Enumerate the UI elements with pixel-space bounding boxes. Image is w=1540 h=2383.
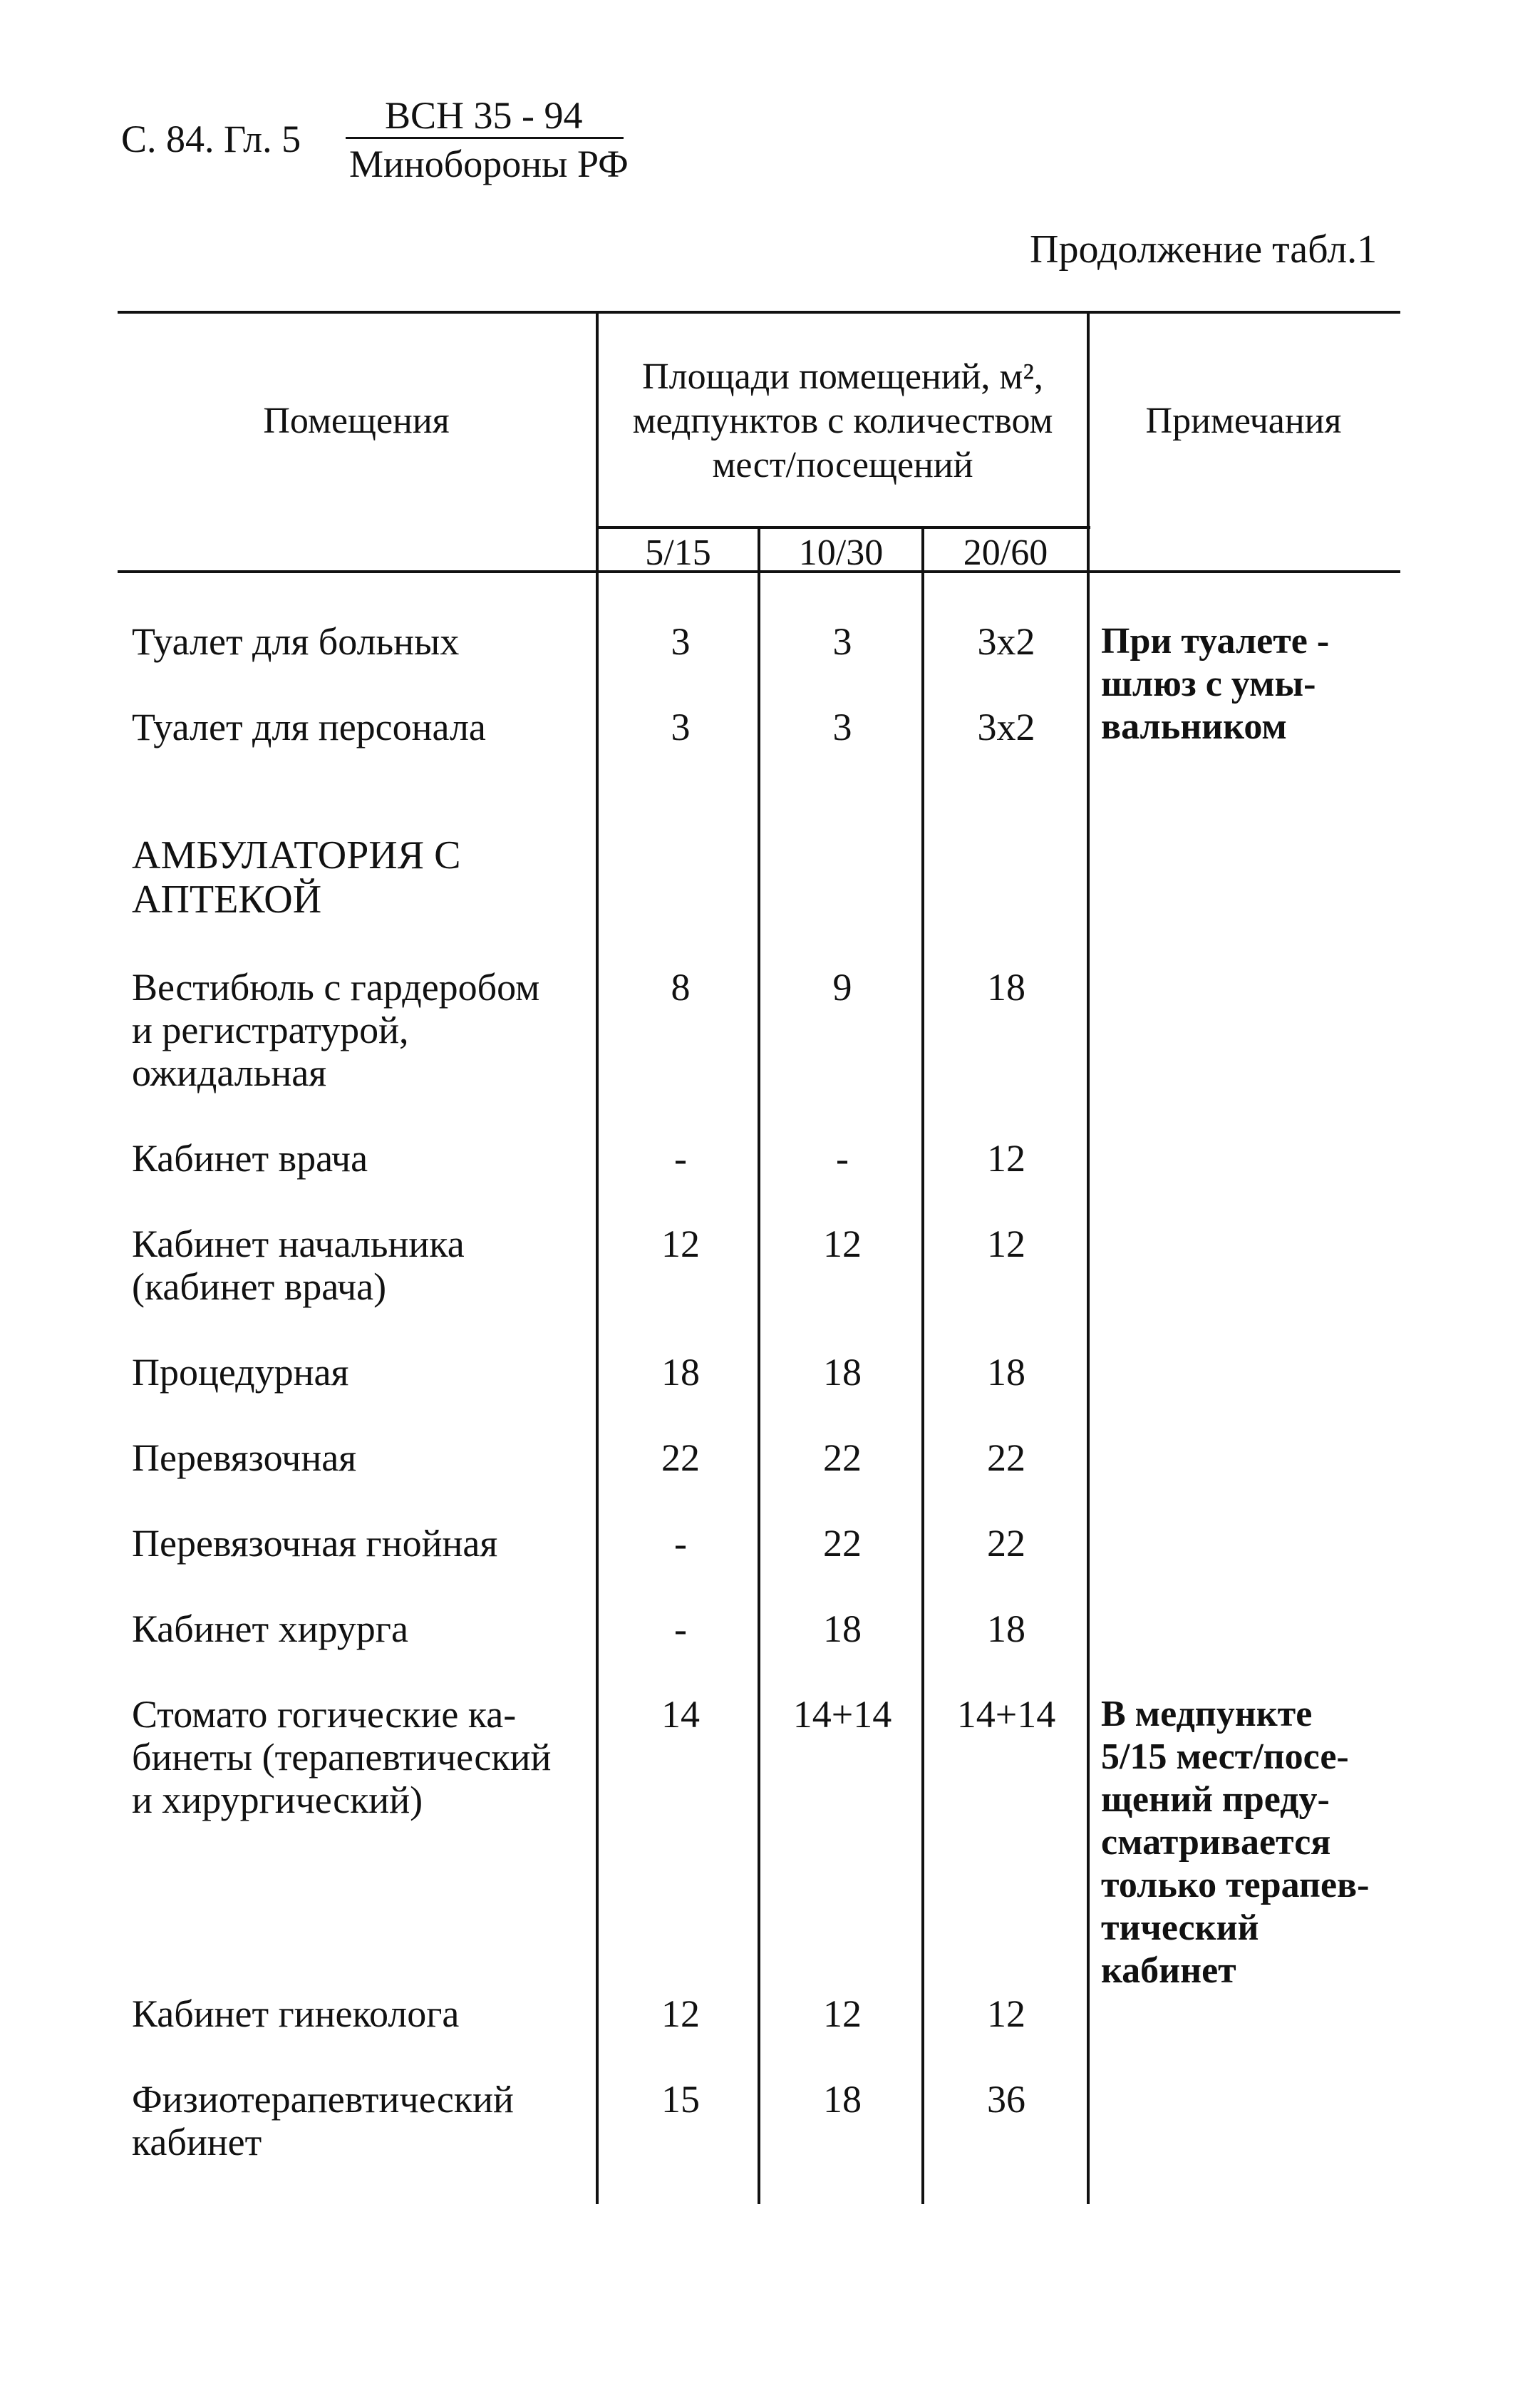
- note-dental-line3: щений преду-: [1101, 1779, 1330, 1820]
- value-10-30: 12: [823, 1223, 862, 1265]
- note-dental-line7: кабинет: [1101, 1950, 1236, 1991]
- value-10-30: 18: [823, 1351, 862, 1394]
- value-20-60: 18: [987, 1607, 1025, 1650]
- room-name: кабинет: [132, 2121, 262, 2163]
- room-name: Кабинет гинеколога: [132, 1992, 460, 2035]
- subheader-rule: [597, 526, 1090, 529]
- value-10-30: 18: [823, 1607, 862, 1650]
- value-10-30: 22: [823, 1522, 862, 1565]
- table-top-border: [118, 311, 1400, 314]
- page-reference: С. 84. Гл. 5: [121, 118, 301, 160]
- room-name: Кабинет начальника: [132, 1223, 465, 1265]
- value-10-30: 3: [832, 706, 852, 748]
- column-header-area-line2: медпунктов с количеством: [632, 401, 1053, 441]
- room-name: Перевязочная: [132, 1436, 357, 1479]
- value-10-30: 18: [823, 2078, 862, 2121]
- column-header-area-line3: мест/посещений: [712, 445, 973, 485]
- header-fraction-line: [346, 137, 624, 139]
- room-name: Физиотерапевтический: [132, 2078, 514, 2121]
- value-20-60: 3x2: [977, 706, 1035, 748]
- note-toilet-line1: При туалете -: [1101, 621, 1330, 662]
- table-continuation-label: Продолжение табл.1: [1030, 227, 1378, 272]
- value-20-60: 18: [987, 1351, 1025, 1394]
- room-name: Туалет для больных: [132, 620, 460, 663]
- value-10-30: 3: [832, 620, 852, 663]
- value-5-15: -: [674, 1607, 687, 1650]
- note-dental-line5: только терапев-: [1101, 1865, 1370, 1905]
- value-5-15: 14: [661, 1693, 700, 1736]
- document-code: ВСН 35 - 94: [385, 94, 583, 137]
- value-5-15: -: [674, 1137, 687, 1180]
- note-dental-line2: 5/15 мест/посе-: [1101, 1736, 1349, 1777]
- note-dental-line1: В медпункте: [1101, 1694, 1313, 1734]
- value-5-15: 15: [661, 2078, 700, 2121]
- subcolumn-10-30: 10/30: [798, 532, 884, 573]
- value-5-15: 8: [671, 966, 691, 1009]
- value-20-60: 36: [987, 2078, 1025, 2121]
- note-dental-line6: тический: [1101, 1908, 1259, 1948]
- section-heading: АМБУЛАТОРИЯ С: [132, 833, 461, 877]
- value-5-15: 18: [661, 1351, 700, 1394]
- room-name: бинеты (терапевтический: [132, 1736, 552, 1779]
- room-name: Кабинет хирурга: [132, 1607, 408, 1650]
- value-5-15: 3: [671, 620, 691, 663]
- value-20-60: 22: [987, 1436, 1025, 1479]
- value-5-15: 22: [661, 1436, 700, 1479]
- value-10-30: 12: [823, 1992, 862, 2035]
- value-20-60: 12: [987, 1223, 1025, 1265]
- room-name: ожидальная: [132, 1051, 327, 1094]
- room-name: Кабинет врача: [132, 1137, 368, 1180]
- room-name: и хирургический): [132, 1779, 423, 1821]
- room-name: и регистратурой,: [132, 1009, 409, 1051]
- value-20-60: 22: [987, 1522, 1025, 1565]
- document-organization: Минобороны РФ: [349, 143, 629, 185]
- subcolumn-20-60: 20/60: [963, 532, 1048, 573]
- column-header-area-line1: Площади помещений, м²,: [642, 356, 1043, 397]
- value-10-30: 9: [832, 966, 852, 1009]
- column-header-rooms: Помещения: [263, 401, 450, 441]
- value-20-60: 12: [987, 1137, 1025, 1180]
- value-20-60: 12: [987, 1992, 1025, 2035]
- section-heading: АПТЕКОЙ: [132, 877, 322, 922]
- room-name: Стомато гогические ка-: [132, 1693, 517, 1736]
- value-10-30: -: [836, 1137, 849, 1180]
- value-20-60: 14+14: [956, 1693, 1056, 1736]
- value-20-60: 18: [987, 966, 1025, 1009]
- column-header-notes: Примечания: [1145, 401, 1342, 441]
- note-dental-line4: сматривается: [1101, 1822, 1331, 1863]
- value-10-30: 22: [823, 1436, 862, 1479]
- value-5-15: 12: [661, 1992, 700, 2035]
- room-name: Процедурная: [132, 1351, 349, 1394]
- note-toilet-line2: шлюз с умы-: [1101, 664, 1316, 704]
- value-10-30: 14+14: [792, 1693, 892, 1736]
- value-5-15: 3: [671, 706, 691, 748]
- value-5-15: -: [674, 1522, 687, 1565]
- room-name: Вестибюль с гардеробом: [132, 966, 540, 1009]
- room-name: (кабинет врача): [132, 1265, 387, 1308]
- room-name: Туалет для персонала: [132, 706, 486, 748]
- subcolumn-5-15: 5/15: [645, 532, 711, 573]
- room-name: Перевязочная гнойная: [132, 1522, 498, 1565]
- value-5-15: 12: [661, 1223, 700, 1265]
- note-toilet-line3: вальником: [1101, 706, 1287, 747]
- value-20-60: 3x2: [977, 620, 1035, 663]
